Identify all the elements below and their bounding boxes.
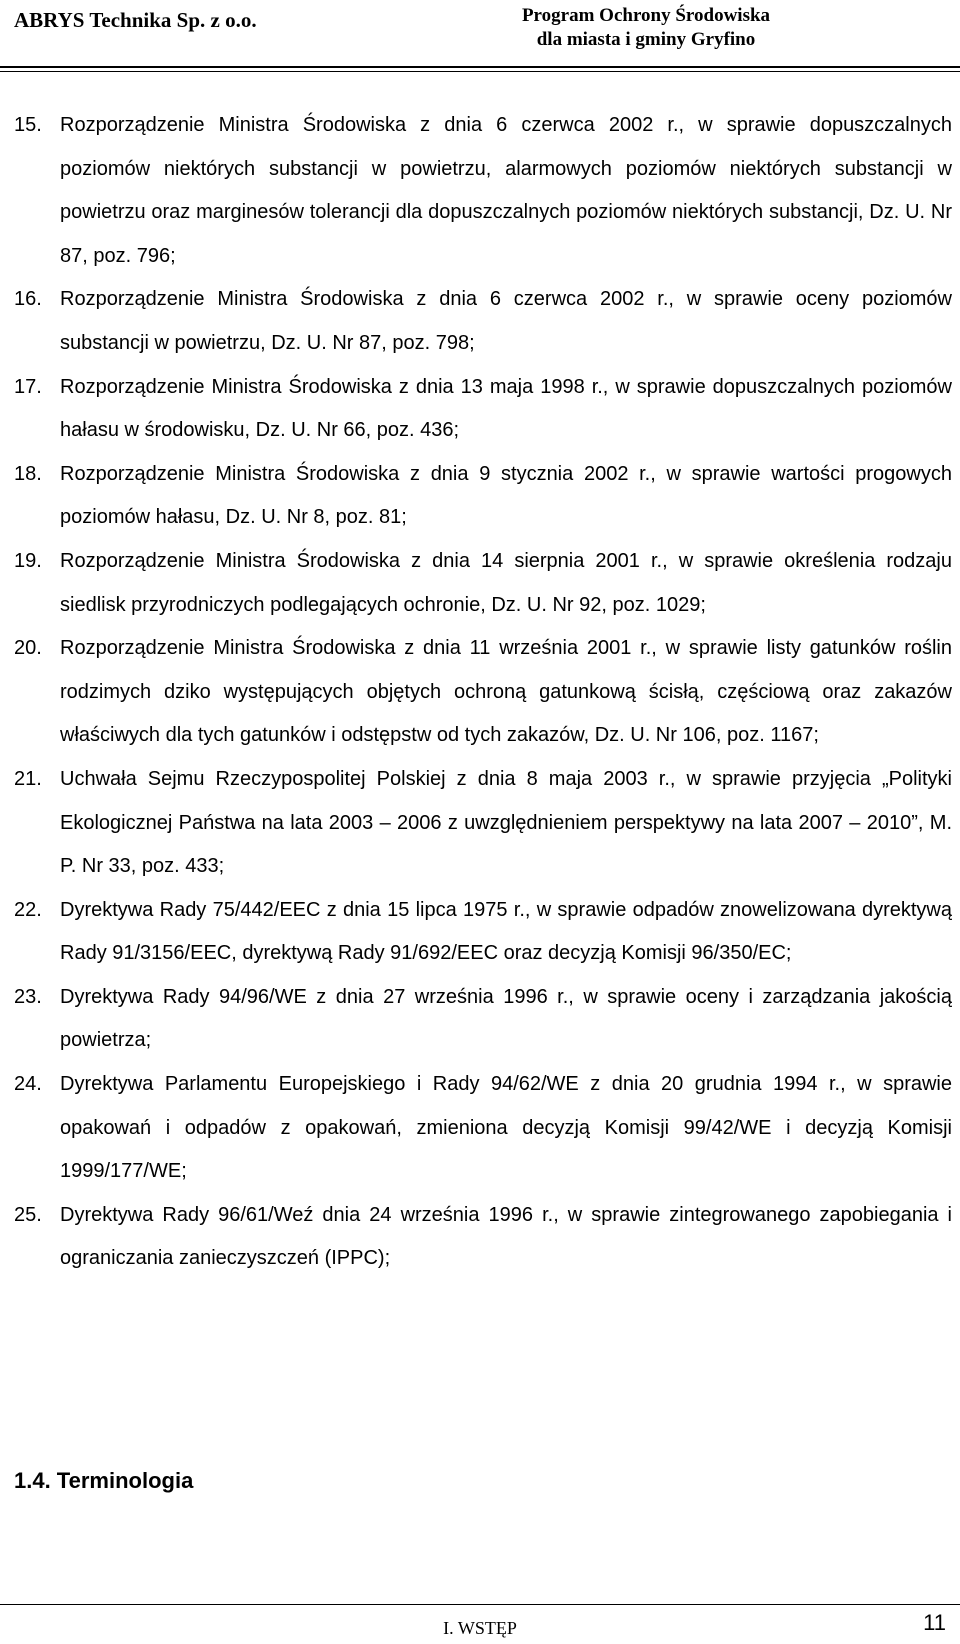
list-item xyxy=(14,627,952,758)
list-item xyxy=(14,1063,952,1194)
list-item xyxy=(14,366,952,453)
footer-rule xyxy=(0,1604,960,1605)
program-title-line-2: dla miasta i gminy Gryfino xyxy=(536,29,756,50)
page-number: 11 xyxy=(923,1610,946,1635)
list-item-text: Rozporządzenie Ministra Środowiska z dnia 13 maja 1998 r., w sprawie dopuszczalnych poziomów hałasu w środowisku, Dz. U. Nr 66, poz. 436; xyxy=(60,375,952,442)
list-item xyxy=(14,540,952,627)
list-item-text: Rozporządzenie Ministra Środowiska z dnia 9 stycznia 2002 r., w sprawie wartości progowych poziomów hałasu, Dz. U. Nr 8, poz. 81; xyxy=(60,462,952,529)
list-item-text: Rozporządzenie Ministra Środowiska z dnia 6 czerwca 2002 r., w sprawie dopuszczalnych poziomów niektórych substancji w powietrzu, alarmowych poziomów niektórych substancji w powietrzu oraz marginesów tolerancji dla dopuszczalnych poziomów niektórych substancji, Dz. U. Nr 87, poz. 796; xyxy=(60,114,952,267)
list-item-text: Rozporządzenie Ministra Środowiska z dnia 14 sierpnia 2001 r., w sprawie określenia rodzaju siedlisk przyrodniczych podlegających ochronie, Dz. U. Nr 92, poz. 1029; xyxy=(60,549,952,616)
list-item-number: 15. xyxy=(14,114,42,136)
list-item-number: 18. xyxy=(14,462,42,485)
list-item-number: 22. xyxy=(14,898,42,921)
list-item-text: Dyrektywa Rady 96/61/Weź dnia 24 września 1996 r., w sprawie zintegrowanego zapobiegania i ograniczania zanieczyszczeń (IPPC); xyxy=(60,1203,952,1270)
list-item-text: Rozporządzenie Ministra Środowiska z dnia 6 czerwca 2002 r., w sprawie oceny poziomów substancji w powietrzu, Dz. U. Nr 87, poz. 798; xyxy=(60,288,952,354)
list-item-number: 16. xyxy=(14,288,42,311)
page-header xyxy=(0,0,960,70)
header-rule-thick xyxy=(0,66,960,68)
list-item xyxy=(14,976,952,1063)
list-item-text: Dyrektywa Rady 94/96/WE z dnia 27 września 1996 r., w sprawie oceny i zarządzania jakością powietrza; xyxy=(60,985,952,1052)
section-heading: 1.4. Terminologia xyxy=(14,1468,194,1493)
list-item-number: 23. xyxy=(14,985,42,1008)
list-item-number: 21. xyxy=(14,767,42,790)
list-item xyxy=(14,278,952,365)
program-title xyxy=(460,4,832,52)
list-item-text: Dyrektywa Rady 75/442/EEC z dnia 15 lipca 1975 r., w sprawie odpadów znowelizowana dyrektywą Rady 91/3156/EEC, dyrektywą Rady 91/692/EEC oraz decyzją Komisji 96/350/EC; xyxy=(60,898,952,965)
page-footer xyxy=(0,1600,960,1644)
company-name: ABRYS Technika Sp. z o.o. xyxy=(14,8,257,32)
list-item-number: 19. xyxy=(14,549,42,572)
list-item-text: Uchwała Sejmu Rzeczypospolitej Polskiej z dnia 8 maja 2003 r., w sprawie przyjęcia „Polityki Ekologicznej Państwa na lata 2003 – 2006 z uwzględnieniem perspektywy na lata 2007 – 2010”, M. P. Nr 33, poz. 433; xyxy=(60,767,952,878)
legal-acts-list xyxy=(14,104,952,1281)
list-item xyxy=(14,453,952,540)
list-item-text: Dyrektywa Parlamentu Europejskiego i Rady 94/62/WE z dnia 20 grudnia 1994 r., w sprawie opakowań i odpadów z opakowań, zmieniona decyzją Komisji 99/42/WE i decyzją Komisji 1999/177/WE; xyxy=(60,1073,952,1183)
list-item xyxy=(14,758,952,889)
list-item-number: 24. xyxy=(14,1073,42,1096)
program-title-line-1: Program Ochrony Środowiska xyxy=(521,5,771,26)
list-item-text: Rozporządzenie Ministra Środowiska z dnia 11 września 2001 r., w sprawie listy gatunków roślin rodzimych dziko występujących objętych ochroną gatunkową ścisłą, częściową oraz zakazów właściwych dla tych gatunków i odstępstw od tych zakazów, Dz. U. Nr 106, poz. 1167; xyxy=(60,637,952,747)
chapter-name: I. WSTĘP xyxy=(443,1618,517,1638)
list-item xyxy=(14,889,952,976)
list-item xyxy=(14,1194,952,1281)
list-item xyxy=(14,104,952,278)
list-item-number: 25. xyxy=(14,1203,42,1226)
list-item-number: 20. xyxy=(14,637,42,660)
header-rule-thin xyxy=(0,71,960,72)
list-item-number: 17. xyxy=(14,375,42,398)
